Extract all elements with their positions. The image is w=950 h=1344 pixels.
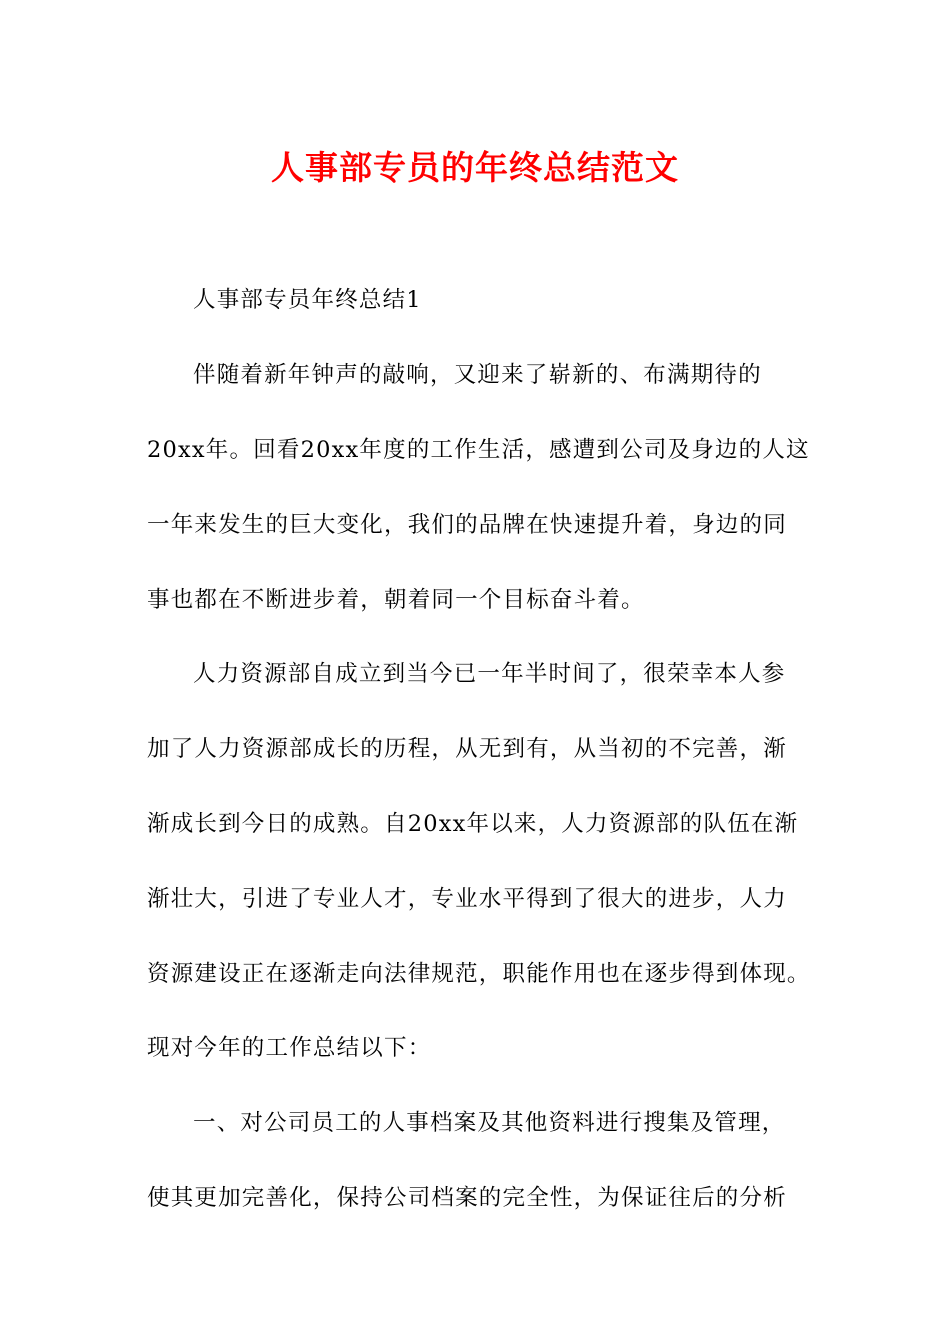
paragraph-line: 渐成长到今日的成熟。自20xx年以来，人力资源部的队伍在渐 (147, 811, 799, 837)
paragraph-line: 渐壮大，引进了专业人才，专业水平得到了很大的进步，人力 (147, 886, 787, 912)
paragraph-line: 加了人力资源部成长的历程，从无到有，从当初的不完善，渐 (147, 736, 787, 762)
paragraph-line: 一年来发生的巨大变化，我们的品牌在快速提升着，身边的同 (147, 512, 787, 538)
paragraph-line: 资源建设正在逐渐走向法律规范，职能作用也在逐步得到体现。 (147, 961, 811, 987)
paragraph-line: 事也都在不断进步着，朝着同一个目标奋斗着。 (147, 587, 645, 613)
paragraph-line: 现对今年的工作总结以下： (147, 1035, 432, 1061)
paragraph-line: 20xx年。回看20xx年度的工作生活，感遭到公司及身边的人这 (147, 437, 810, 463)
document-title: 人事部专员的年终总结范文 (271, 148, 679, 187)
paragraph-line: 一、对公司员工的人事档案及其他资料进行搜集及管理， (193, 1110, 786, 1136)
paragraph-line: 人力资源部自成立到当今已一年半时间了，很荣幸本人参 (193, 661, 786, 687)
paragraph-line: 伴随着新年钟声的敲响，又迎来了崭新的、布满期待的 (193, 362, 762, 388)
section-heading: 人事部专员年终总结1 (193, 287, 422, 313)
paragraph-line: 使其更加完善化，保持公司档案的完全性，为保证往后的分析 (147, 1185, 787, 1211)
